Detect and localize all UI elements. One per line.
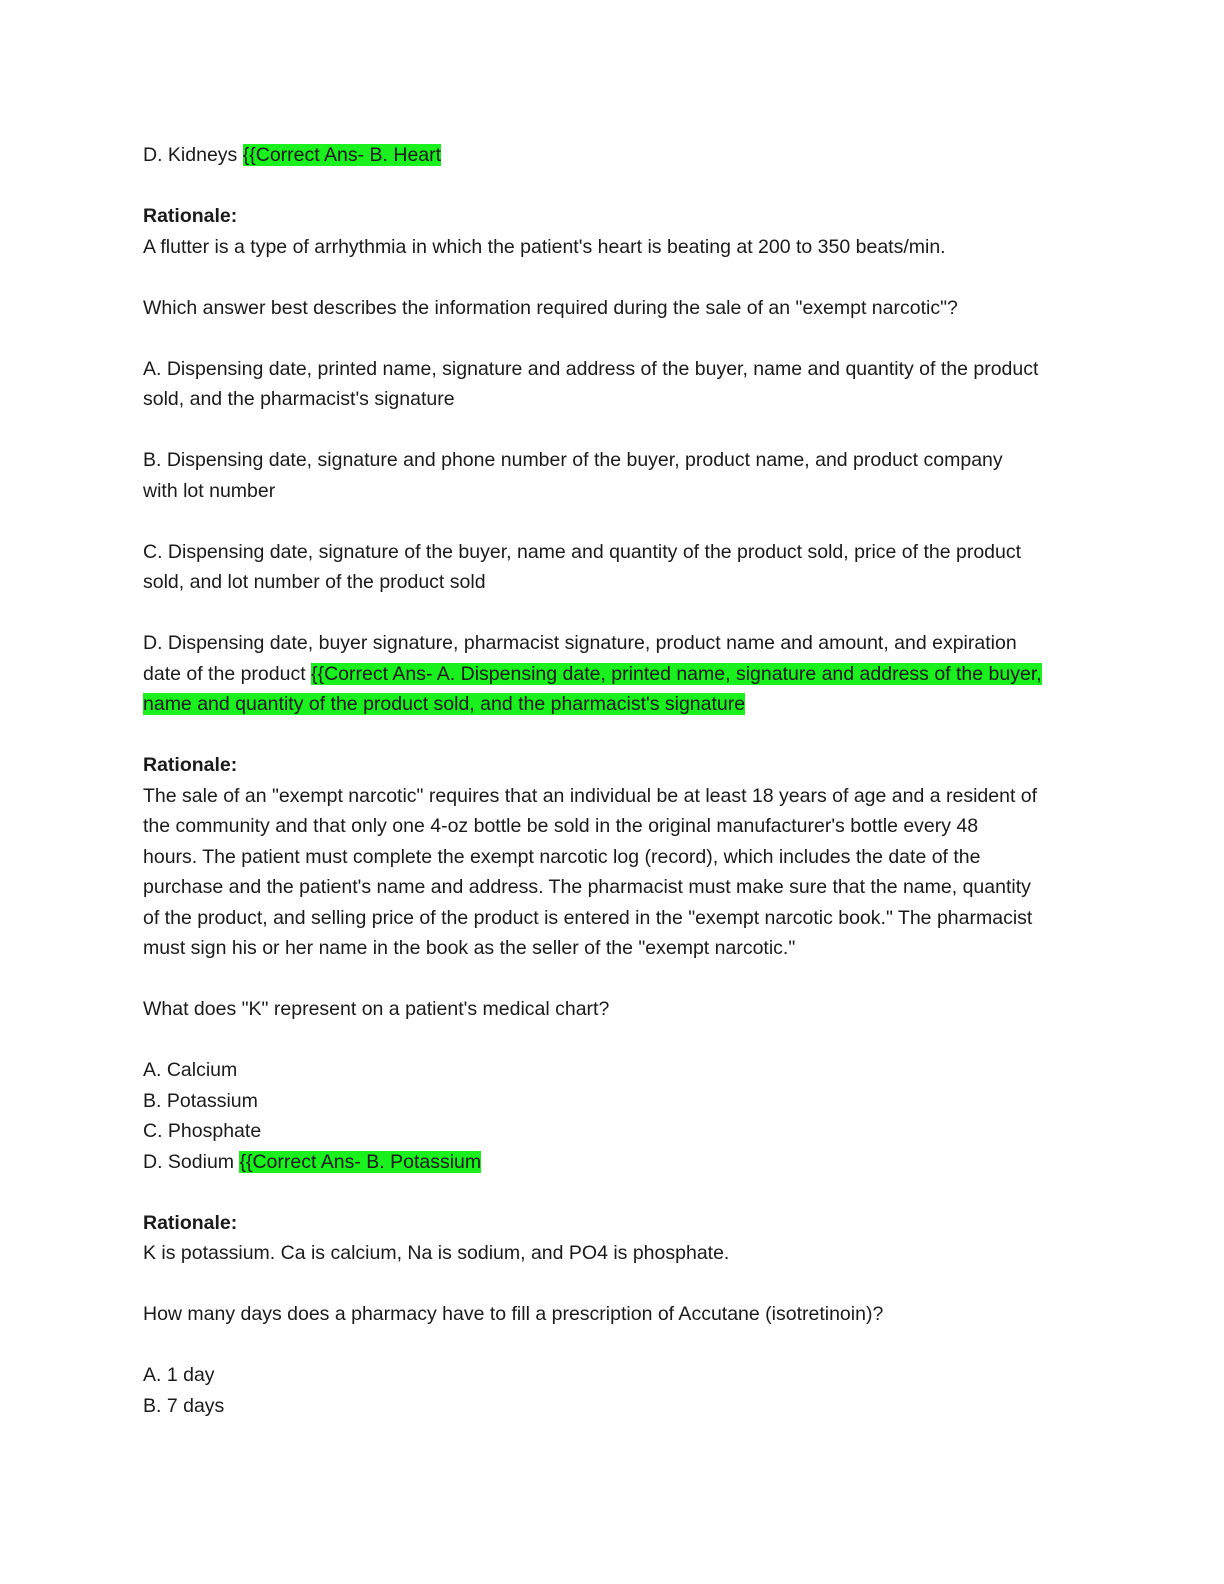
option-line: B. Potassium	[143, 1089, 258, 1112]
option-text: date of the product	[143, 662, 312, 685]
option-a-line-2: sold, and the pharmacist's signature	[143, 388, 455, 410]
option-line	[143, 1147, 1083, 1178]
spacer	[143, 1025, 1083, 1056]
document-page	[143, 140, 1083, 1421]
correct-answer-highlight: {{Correct Ans- A. Dispensing date, printed name, signature and address of the buyer,	[311, 662, 1042, 685]
question-text: What does "K" represent on a patient's medical chart?	[143, 998, 610, 1020]
rationale-line: the community and that only one 4-oz bottle be sold in the original manufacturer's bottle every 48	[143, 815, 979, 837]
rationale-text: K is potassium. Ca is calcium, Na is sodium, and PO4 is phosphate.	[143, 1242, 730, 1264]
rationale-line: purchase and the patient's name and address. The pharmacist must make sure that the name, quantity	[143, 876, 1031, 898]
spacer	[143, 1269, 1083, 1300]
rationale-text: A flutter is a type of arrhythmia in which the patient's heart is beating at 200 to 350 beats/min.	[143, 235, 946, 258]
spacer	[143, 323, 1083, 354]
option-line: A. 1 day	[143, 1364, 215, 1386]
spacer	[143, 720, 1083, 751]
spacer	[143, 598, 1083, 629]
spacer	[143, 964, 1083, 995]
option-d-line-1: D. Dispensing date, buyer signature, pharmacist signature, product name and amount, and expiration	[143, 632, 1017, 654]
question-text: How many days does a pharmacy have to fill a prescription of Accutane (isotretinoin)?	[143, 1303, 884, 1325]
rationale-line: must sign his or her name in the book as the seller of the "exempt narcotic."	[143, 937, 796, 959]
option-line: C. Phosphate	[143, 1120, 262, 1142]
rationale-line: hours. The patient must complete the exempt narcotic log (record), which includes the date of the	[143, 845, 981, 868]
rationale-line: The sale of an "exempt narcotic" requires that an individual be at least 18 years of age and a resident of	[143, 784, 1038, 807]
rationale-heading: Rationale:	[143, 1211, 238, 1234]
option-line: B. 7 days	[143, 1394, 225, 1417]
option-a-line-1: A. Dispensing date, printed name, signature and address of the buyer, name and quantity of the product	[143, 357, 1039, 380]
option-b-line-1: B. Dispensing date, signature and phone number of the buyer, product name, and product company	[143, 449, 1003, 471]
option-line: A. Calcium	[143, 1059, 238, 1081]
spacer	[143, 1330, 1083, 1361]
spacer	[143, 1177, 1083, 1208]
option-b-line-2: with lot number	[143, 479, 276, 502]
spacer	[143, 262, 1083, 293]
correct-answer-highlight: {{Correct Ans- B. Heart	[242, 144, 442, 166]
correct-answer-highlight: name and quantity of the product sold, and the pharmacist's signature	[143, 693, 746, 715]
option-c-line-2: sold, and lot number of the product sold	[143, 571, 486, 593]
correct-answer-highlight: {{Correct Ans- B. Potassium	[239, 1150, 482, 1173]
rationale-line: of the product, and selling price of the product is entered in the "exempt narcotic book." The pharmacist	[143, 906, 1033, 929]
option-d-line-2	[143, 659, 1083, 690]
option-text: D. Kidneys	[143, 144, 243, 166]
answer-line	[143, 140, 1083, 171]
spacer	[143, 171, 1083, 202]
spacer	[143, 506, 1083, 537]
option-text: D. Sodium	[143, 1150, 240, 1173]
spacer	[143, 415, 1083, 446]
option-d-line-3	[143, 689, 1083, 720]
rationale-heading: Rationale:	[143, 754, 238, 776]
question-text: Which answer best describes the information required during the sale of an "exempt narcotic"?	[143, 296, 958, 319]
option-c-line-1: C. Dispensing date, signature of the buyer, name and quantity of the product sold, price of the product	[143, 540, 1022, 563]
rationale-heading: Rationale:	[143, 205, 238, 227]
